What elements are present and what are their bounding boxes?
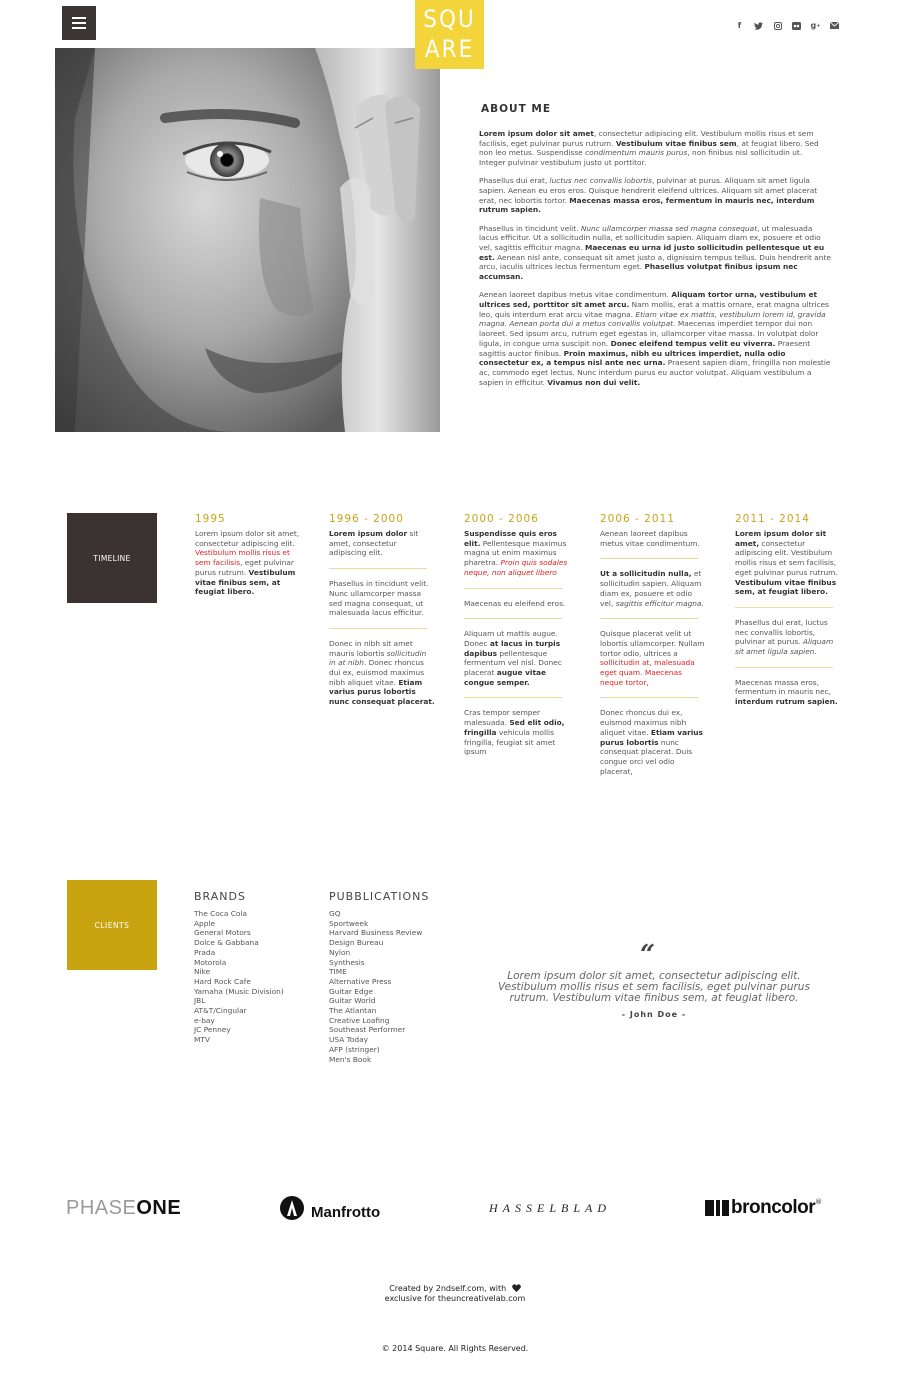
about-paragraph: Phasellus dui erat, luctus nec convallis lobortis, pulvinar at purus. Aliquam sit amet ligula sapien. Aenean eu eros eros. Quisque hendrerit eleifend ultrices. Aliquam sit amet placerat erat, nec lobortis tortor. Maecenas massa eros, fermentum in mauris nec, interdum rutrum sapien. (479, 176, 818, 215)
facebook-icon[interactable]: f (737, 21, 742, 30)
phaseone-logo[interactable] (66, 1192, 181, 1224)
brand-item: Dolce & Gabbana (194, 938, 259, 948)
footer-credits (300, 1284, 610, 1303)
timeline-year: 1996 - 2000 (329, 513, 404, 525)
brand-item: Hard Rock Cafe (194, 976, 251, 986)
timeline-entry: Donec in nibh sit amet mauris lobortis sollicitudin in at nibh. Donec rhoncus dui ex, euismod maximus nibh aliquet vitae. Etiam varius purus lobortis nunc consequat placerat. (329, 638, 435, 707)
timeline-entry: Lorem ipsum dolor sit amet, consectetur adipiscing elit. (329, 529, 419, 558)
brands-title: BRANDS (194, 890, 246, 903)
broncolor-wordmark: broncolor (731, 1197, 816, 1218)
publications-list (329, 909, 459, 1064)
credit-text: Created by 2ndself.com, with (389, 1284, 507, 1293)
timeline-year: 2011 - 2014 (735, 513, 810, 525)
manfrotto-emblem-icon (279, 1195, 305, 1221)
credit-line-1 (300, 1284, 610, 1294)
publication-item: GQ (329, 909, 341, 918)
about-text (479, 129, 831, 396)
brand-item: AT&T/Cingular (194, 1006, 247, 1016)
brands-list-section (194, 891, 324, 1045)
brand-item: Prada (194, 947, 216, 957)
timeline-divider (600, 697, 698, 698)
clients-label-box (67, 880, 157, 970)
phaseone-logo-part-2: ONE (136, 1196, 182, 1219)
timeline-divider (600, 558, 698, 559)
twitter-icon[interactable] (753, 20, 764, 31)
timeline-entry: Maecenas eu eleifend eros. (464, 598, 566, 608)
timeline-entry: Donec rhoncus dui ex, euismod maximus nibh aliquet vitae. Etiam varius purus lobortis nunc consequat placerat. Duis congue orci vel odio placerat, (600, 708, 703, 776)
timeline-column (195, 513, 301, 607)
timeline-entry: Cras tempor semper malesuada. Sed elit odio, fringilla vehicula mollis fringilla, feugiat sit amet ipsum (464, 708, 565, 757)
timeline-divider (329, 628, 427, 629)
publication-item: Southeast Performer (329, 1025, 406, 1035)
timeline-divider (329, 568, 427, 569)
publication-item: Men's Book (329, 1054, 372, 1064)
about-title: ABOUT ME (481, 103, 552, 115)
brands-list (194, 909, 324, 1045)
copyright: © 2014 Square. All Rights Reserved. (381, 1344, 529, 1353)
publication-item: Synthesis (329, 957, 365, 967)
about-paragraph: Phasellus in tincidunt velit. Nunc ullamcorper massa sed magna consequat, ut malesuada lacus efficitur. Ut a sollicitudin nulla, et sollicitudin sapien. Aliquam diam ex, posuere et odio vel, sagittis efficitur magna. Maecenas eu urna id justo sollicitudin pellentesque ut eu est. Aenean nisl ante, consequat sit amet justo a, dignissim tempus tellus. Duis hendrerit ante arcu, iaculis ultrices lectus fermentum eget. Phasellus volutpat finibus ipsum nec accumsan. (479, 223, 831, 282)
brand-item: e-bay (194, 1015, 215, 1025)
timeline-entry: Lorem ipsum dolor sit amet, consectetur adipiscing elit. Vestibulum mollis risus et sem facilisis, eget pulvinar purus rutrum. Vestibulum vitae finibus sem, at feugiat libero. (195, 529, 300, 597)
timeline-year: 2006 - 2011 (600, 513, 675, 525)
email-icon[interactable] (829, 20, 840, 31)
flickr-icon[interactable] (791, 20, 802, 31)
instagram-icon[interactable] (772, 20, 783, 31)
publication-item: Guitar Edge (329, 986, 373, 996)
timeline-column (600, 513, 706, 786)
broncolor-logo[interactable] (705, 1192, 822, 1224)
publications-list-section (329, 891, 459, 1064)
timeline-divider (464, 618, 562, 619)
credit-line-2[interactable]: exclusive for theuncreativelab.com (384, 1293, 526, 1303)
publication-item: Nylon (329, 947, 351, 957)
broncolor-emblem-icon (705, 1200, 729, 1216)
testimonial-quote: Lorem ipsum dolor sit amet, consectetur adipiscing elit. Vestibulum mollis risus et sem facilisis, eget pulvinar purus rutrum. Vestibulum vitae finibus sem, at feugiat libero. (498, 970, 810, 1004)
google-plus-icon[interactable]: g + (810, 21, 821, 30)
timeline-entry: Aenean laoreet dapibus metus vitae condimentum. (600, 529, 700, 548)
timeline-entry: Suspendisse quis eros elit. Pellentesque maximus magna ut enim maximus pharetra. Proin quis sodales neque, non aliquet libero (464, 529, 568, 577)
timeline-label: TIMELINE (93, 553, 131, 563)
publication-item: Alternative Press (329, 976, 392, 986)
timeline-column (735, 513, 841, 717)
brand-item: JBL (194, 996, 206, 1006)
timeline-entry: Quisque placerat velit ut lobortis ullamcorper. Nullam tortor odio, ultrices a sollicitudin at, malesuada eget quam. Maecenas neque tortor, (600, 629, 705, 687)
brand-item: General Motors (194, 928, 251, 938)
timeline-column (464, 513, 570, 767)
about-paragraph: Lorem ipsum dolor sit amet, consectetur adipiscing elit. Vestibulum mollis risus et sem facilisis, eget pulvinar purus rutrum. Vestibulum vitae finibus sem, at feugiat libero. Sed non leo metus. Suspendisse condimentum mauris purus, non finibus nisl sollicitudin ut. Integer pulvinar vestibulum justo ut porttitor. (479, 129, 819, 168)
hasselblad-logo[interactable] (489, 1192, 611, 1224)
about-paragraph: Aenean laoreet dapibus metus vitae condimentum. Aliquam tortor urna, vestibulum et ultrices sed, porttitor sit amet arcu. Nam mollis, erat a mattis ornare, erat magna ultrices leo, quis interdum erat arcu vitae magna. Etiam vitae ex mattis, vestibulum lorem id, gravida magna. Aenean porta dui a metus convallis volutpat. Maecenas imperdiet tempor dui non laoreet. Sed ipsum arcu, rutrum eget egestas in, ullamcorper vitae massa. In volutpat dolor ligula, in congue urna suscipit non. Donec eleifend tempus velit eu viverra. Praesent sagittis auctor finibus. Proin maximus, nibh eu ultrices imperdiet, nulla odio consectetur ex, a tempus nisl ante nec urna. Praesent sapien diam, fringilla non molestie ac, commodo eget lectus. Nunc interdum purus eu auctor volutpat. Aliquam vestibulum a sapien in efficitur. Vivamus non dui velit. (479, 290, 831, 387)
timeline-entry: Lorem ipsum dolor sit amet, consectetur adipiscing elit. Vestibulum mollis risus et sem facilisis, eget pulvinar purus rutrum. Vestibulum vitae finibus sem, at feugiat libero. (735, 529, 838, 597)
brand-item: Nike (194, 967, 211, 977)
logo-line-2: ARE (424, 35, 475, 63)
timeline-divider (735, 667, 833, 668)
brand-item: JC Penney (194, 1025, 231, 1035)
clients-label: CLIENTS (94, 920, 130, 930)
hamburger-icon (72, 17, 86, 29)
menu-button[interactable] (62, 6, 96, 40)
timeline-label-box (67, 513, 157, 603)
timeline-divider (464, 697, 562, 698)
publication-item: Sportweek (329, 918, 369, 928)
timeline-year: 1995 (195, 513, 226, 525)
manfrotto-wordmark: Manfrotto (311, 1203, 381, 1221)
timeline-year: 2000 - 2006 (464, 513, 539, 525)
timeline-column (329, 513, 435, 717)
publication-item: AFP (stringer) (329, 1044, 380, 1054)
publication-item: Guitar World (329, 996, 376, 1006)
manfrotto-logo[interactable] (279, 1192, 380, 1224)
brand-item: Apple (194, 918, 216, 928)
site-logo[interactable] (415, 0, 484, 69)
publication-item: Design Bureau (329, 938, 384, 948)
publication-item: Harvard Business Review (329, 928, 423, 938)
portrait-photo (55, 48, 440, 432)
brand-item: MTV (194, 1035, 210, 1045)
publication-item: The Atlantan (329, 1006, 377, 1016)
timeline-entry: Maecenas massa eros, fermentum in mauris nec, interdum rutrum sapien. (735, 677, 838, 707)
timeline-divider (600, 618, 698, 619)
timeline-divider (464, 588, 562, 589)
heart-icon (512, 1284, 521, 1292)
brand-item: Motorola (194, 957, 227, 967)
brand-item: The Coca Cola (194, 909, 247, 918)
publication-item: TIME (329, 967, 347, 977)
testimonial-author: - John Doe - (621, 1010, 687, 1019)
quote-mark-icon: “ (640, 940, 655, 970)
timeline-divider (735, 607, 833, 608)
timeline-entry: Phasellus dui erat, luctus nec convallis lobortis, pulvinar at purus. Aliquam sit amet ligula sapien. (735, 617, 834, 657)
publication-item: Creative Loafing (329, 1015, 390, 1025)
brand-item: Yamaha (Music Division) (194, 986, 284, 996)
broncolor-registered-mark: ® (815, 1198, 823, 1206)
social-links (734, 20, 840, 31)
timeline-entry: Ut a sollicitudin nulla, et sollicitudin sapien. Aliquam diam ex, posuere et odio vel, sagittis efficitur magna. (600, 569, 704, 608)
hasselblad-wordmark: HASSELBLAD (489, 1200, 611, 1215)
timeline-entry: Phasellus in tincidunt velit. Nunc ullamcorper massa sed magna consequat, ut malesuada lacus efficitur. (329, 579, 429, 618)
publications-title: PUBBLICATIONS (329, 890, 430, 903)
publication-item: USA Today (329, 1035, 369, 1045)
logo-line-1: SQU (423, 5, 476, 33)
phaseone-logo-part-1: PHASE (66, 1196, 137, 1219)
timeline-entry: Aliquam ut mattis augue. Donec at lacus in turpis dapibus pellentesque fermentum vel nisl. Donec placerat augue vitae congue semper. (464, 629, 562, 687)
